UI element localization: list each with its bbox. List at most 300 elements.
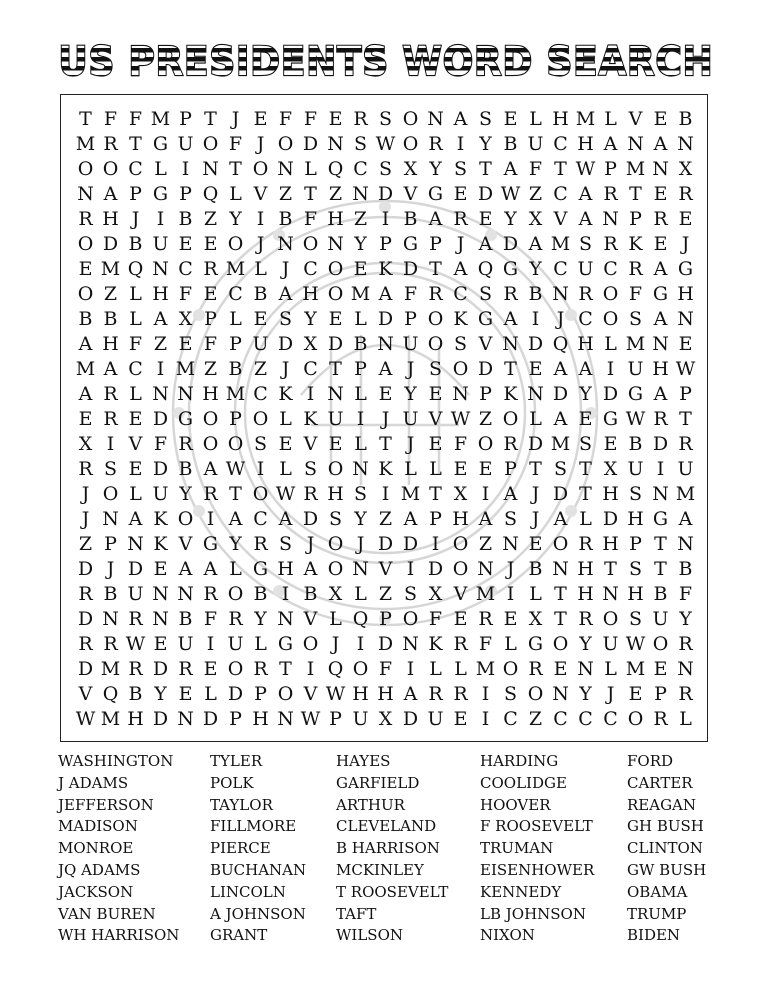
grid-letter[interactable]: V — [178, 533, 193, 555]
grid-letter[interactable]: B — [353, 333, 368, 355]
grid-letter[interactable]: R — [578, 608, 593, 630]
grid-letter[interactable]: S — [428, 358, 443, 380]
grid-letter[interactable]: V — [403, 183, 418, 205]
grid-letter[interactable]: M — [675, 483, 696, 505]
grid-letter[interactable]: R — [253, 533, 268, 555]
grid-letter[interactable]: M — [625, 158, 646, 180]
grid-letter[interactable]: I — [481, 483, 490, 505]
grid-letter[interactable]: X — [528, 208, 543, 230]
grid-letter[interactable]: U — [627, 458, 644, 480]
grid-letter[interactable]: I — [106, 433, 115, 455]
grid-letter[interactable]: S — [503, 683, 518, 705]
grid-letter[interactable]: L — [354, 583, 367, 605]
grid-letter[interactable]: T — [479, 158, 492, 180]
grid-letter[interactable]: B — [253, 283, 268, 305]
grid-letter[interactable]: D — [302, 133, 319, 155]
grid-letter[interactable]: H — [352, 683, 369, 705]
grid-letter[interactable]: Z — [378, 583, 393, 605]
grid-letter[interactable]: O — [302, 233, 319, 255]
grid-letter[interactable]: O — [77, 283, 94, 305]
grid-letter[interactable]: A — [478, 508, 493, 530]
grid-letter[interactable]: I — [256, 458, 265, 480]
grid-letter[interactable]: F — [203, 608, 218, 630]
grid-letter[interactable]: B — [178, 458, 193, 480]
grid-letter[interactable]: D — [302, 508, 319, 530]
grid-letter[interactable]: N — [177, 708, 194, 730]
grid-letter[interactable]: T — [554, 608, 567, 630]
grid-letter[interactable]: W — [300, 708, 321, 730]
grid-letter[interactable]: D — [602, 383, 619, 405]
grid-letter[interactable]: E — [78, 408, 93, 430]
grid-letter[interactable]: M — [550, 433, 571, 455]
grid-letter[interactable]: L — [229, 183, 242, 205]
grid-letter[interactable]: E — [253, 308, 268, 330]
grid-letter[interactable]: N — [277, 233, 294, 255]
grid-letter[interactable]: N — [552, 283, 569, 305]
grid-letter[interactable]: J — [556, 308, 565, 330]
grid-letter[interactable]: I — [406, 658, 415, 680]
grid-letter[interactable]: A — [278, 508, 293, 530]
grid-letter[interactable]: L — [354, 383, 367, 405]
grid-letter[interactable]: U — [652, 608, 669, 630]
grid-letter[interactable]: O — [602, 608, 619, 630]
grid-letter[interactable]: R — [503, 433, 518, 455]
grid-letter[interactable]: Y — [579, 633, 592, 655]
grid-letter[interactable]: L — [529, 108, 542, 130]
grid-letter[interactable]: E — [428, 433, 443, 455]
grid-letter[interactable]: W — [75, 708, 96, 730]
grid-letter[interactable]: U — [152, 483, 169, 505]
grid-letter[interactable]: G — [152, 133, 169, 155]
grid-letter[interactable]: N — [552, 558, 569, 580]
grid-letter[interactable]: U — [227, 633, 244, 655]
grid-letter[interactable]: J — [281, 258, 290, 280]
grid-letter[interactable]: I — [481, 708, 490, 730]
grid-letter[interactable]: E — [653, 183, 668, 205]
grid-letter[interactable]: O — [452, 533, 469, 555]
grid-letter[interactable]: U — [252, 333, 269, 355]
grid-letter[interactable]: Y — [229, 208, 242, 230]
grid-letter[interactable]: G — [652, 283, 669, 305]
grid-letter[interactable]: F — [128, 333, 143, 355]
grid-letter[interactable]: I — [381, 208, 390, 230]
grid-letter[interactable]: A — [303, 558, 318, 580]
grid-letter[interactable]: R — [603, 183, 618, 205]
grid-letter[interactable]: V — [303, 683, 318, 705]
grid-letter[interactable]: B — [128, 233, 143, 255]
grid-letter[interactable]: Z — [153, 333, 168, 355]
grid-letter[interactable]: D — [552, 483, 569, 505]
grid-letter[interactable]: A — [153, 308, 168, 330]
grid-letter[interactable]: W — [325, 683, 346, 705]
grid-letter[interactable]: E — [503, 108, 518, 130]
grid-letter[interactable]: D — [327, 333, 344, 355]
grid-letter[interactable]: A — [678, 508, 693, 530]
grid-letter[interactable]: P — [179, 183, 192, 205]
grid-letter[interactable]: F — [678, 583, 693, 605]
grid-letter[interactable]: Y — [354, 508, 367, 530]
grid-letter[interactable]: E — [578, 408, 593, 430]
grid-letter[interactable]: P — [429, 508, 442, 530]
grid-letter[interactable]: P — [229, 708, 242, 730]
grid-letter[interactable]: A — [578, 208, 593, 230]
grid-letter[interactable]: L — [129, 483, 142, 505]
grid-letter[interactable]: E — [628, 683, 643, 705]
grid-letter[interactable]: C — [603, 258, 618, 280]
grid-letter[interactable]: Q — [127, 258, 144, 280]
grid-letter[interactable]: Y — [504, 208, 517, 230]
grid-letter[interactable]: G — [427, 183, 444, 205]
grid-letter[interactable]: J — [81, 508, 90, 530]
grid-letter[interactable]: J — [106, 558, 115, 580]
grid-letter[interactable]: S — [328, 508, 343, 530]
grid-letter[interactable]: U — [527, 133, 544, 155]
grid-letter[interactable]: U — [577, 258, 594, 280]
grid-letter[interactable]: W — [450, 408, 471, 430]
grid-letter[interactable]: P — [104, 533, 117, 555]
grid-letter[interactable]: U — [677, 458, 694, 480]
grid-letter[interactable]: A — [503, 158, 518, 180]
grid-letter[interactable]: D — [402, 708, 419, 730]
grid-letter[interactable]: P — [504, 458, 517, 480]
grid-letter[interactable]: Y — [229, 533, 242, 555]
grid-letter[interactable]: L — [529, 408, 542, 430]
grid-letter[interactable]: N — [352, 183, 369, 205]
grid-letter[interactable]: X — [453, 483, 468, 505]
grid-letter[interactable]: V — [378, 558, 393, 580]
grid-letter[interactable]: N — [652, 483, 669, 505]
grid-letter[interactable]: L — [604, 658, 617, 680]
grid-letter[interactable]: O — [277, 133, 294, 155]
grid-letter[interactable]: I — [606, 358, 615, 380]
grid-letter[interactable]: G — [602, 408, 619, 430]
grid-letter[interactable]: V — [478, 333, 493, 355]
grid-letter[interactable]: L — [279, 458, 292, 480]
grid-letter[interactable]: B — [103, 583, 118, 605]
grid-letter[interactable]: V — [303, 608, 318, 630]
grid-letter[interactable]: O — [502, 408, 519, 430]
grid-letter[interactable]: R — [228, 608, 243, 630]
grid-letter[interactable]: H — [577, 133, 594, 155]
grid-letter[interactable]: V — [128, 433, 143, 455]
grid-letter[interactable]: F — [203, 333, 218, 355]
grid-letter[interactable]: R — [678, 183, 693, 205]
grid-letter[interactable]: Q — [102, 683, 119, 705]
grid-letter[interactable]: P — [354, 358, 367, 380]
grid-letter[interactable]: B — [528, 283, 543, 305]
grid-letter[interactable]: R — [578, 283, 593, 305]
grid-letter[interactable]: R — [78, 583, 93, 605]
grid-letter[interactable]: T — [654, 558, 667, 580]
grid-letter[interactable]: A — [103, 358, 118, 380]
grid-letter[interactable]: Y — [679, 608, 692, 630]
grid-letter[interactable]: N — [452, 383, 469, 405]
grid-letter[interactable]: Z — [378, 508, 393, 530]
grid-letter[interactable]: D — [552, 383, 569, 405]
grid-letter[interactable]: D — [152, 658, 169, 680]
grid-letter[interactable]: L — [604, 333, 617, 355]
grid-letter[interactable]: C — [228, 283, 243, 305]
grid-letter[interactable]: L — [229, 308, 242, 330]
grid-letter[interactable]: R — [78, 633, 93, 655]
grid-letter[interactable]: Y — [179, 483, 192, 505]
grid-letter[interactable]: M — [150, 108, 171, 130]
grid-letter[interactable]: Z — [253, 358, 268, 380]
grid-letter[interactable]: I — [656, 458, 665, 480]
grid-letter[interactable]: K — [378, 458, 393, 480]
grid-letter[interactable]: O — [327, 558, 344, 580]
grid-letter[interactable]: O — [302, 633, 319, 655]
grid-letter[interactable]: A — [528, 233, 543, 255]
grid-letter[interactable]: K — [303, 408, 318, 430]
grid-letter[interactable]: B — [403, 208, 418, 230]
grid-letter[interactable]: M — [400, 483, 421, 505]
grid-letter[interactable]: R — [528, 658, 543, 680]
grid-letter[interactable]: P — [379, 608, 392, 630]
grid-letter[interactable]: Z — [528, 708, 543, 730]
grid-letter[interactable]: A — [453, 108, 468, 130]
grid-letter[interactable]: E — [653, 658, 668, 680]
grid-letter[interactable]: S — [278, 308, 293, 330]
grid-letter[interactable]: L — [304, 158, 317, 180]
grid-letter[interactable]: M — [475, 583, 496, 605]
grid-letter[interactable]: O — [352, 658, 369, 680]
grid-letter[interactable]: N — [502, 533, 519, 555]
grid-letter[interactable]: P — [429, 233, 442, 255]
grid-letter[interactable]: T — [229, 483, 242, 505]
grid-letter[interactable]: S — [103, 458, 118, 480]
grid-letter[interactable]: H — [602, 533, 619, 555]
grid-letter[interactable]: D — [402, 258, 419, 280]
grid-letter[interactable]: H — [377, 683, 394, 705]
grid-letter[interactable]: A — [653, 133, 668, 155]
grid-letter[interactable]: O — [77, 158, 94, 180]
grid-letter[interactable]: J — [231, 108, 240, 130]
grid-letter[interactable]: N — [277, 608, 294, 630]
grid-letter[interactable]: T — [79, 108, 92, 130]
grid-letter[interactable]: S — [503, 508, 518, 530]
grid-letter[interactable]: Y — [254, 608, 267, 630]
grid-letter[interactable]: F — [153, 433, 168, 455]
grid-letter[interactable]: C — [553, 183, 568, 205]
grid-letter[interactable]: J — [81, 483, 90, 505]
grid-letter[interactable]: Z — [353, 208, 368, 230]
grid-letter[interactable]: Q — [552, 333, 569, 355]
grid-letter[interactable]: V — [78, 683, 93, 705]
grid-letter[interactable]: M — [475, 658, 496, 680]
grid-letter[interactable]: O — [77, 233, 94, 255]
grid-letter[interactable]: E — [328, 433, 343, 455]
grid-letter[interactable]: K — [453, 308, 468, 330]
grid-letter[interactable]: Y — [404, 383, 417, 405]
grid-letter[interactable]: A — [553, 508, 568, 530]
grid-letter[interactable]: N — [277, 158, 294, 180]
grid-letter[interactable]: E — [553, 658, 568, 680]
grid-letter[interactable]: I — [456, 133, 465, 155]
grid-letter[interactable]: X — [403, 158, 418, 180]
grid-letter[interactable]: O — [102, 483, 119, 505]
grid-letter[interactable]: O — [327, 533, 344, 555]
grid-letter[interactable]: M — [225, 383, 246, 405]
grid-letter[interactable]: R — [478, 608, 493, 630]
grid-letter[interactable]: U — [177, 633, 194, 655]
grid-letter[interactable]: F — [628, 283, 643, 305]
grid-letter[interactable]: B — [128, 683, 143, 705]
grid-letter[interactable]: B — [678, 558, 693, 580]
grid-letter[interactable]: S — [403, 583, 418, 605]
grid-letter[interactable]: A — [503, 308, 518, 330]
grid-letter[interactable]: U — [402, 333, 419, 355]
grid-letter[interactable]: D — [77, 558, 94, 580]
grid-letter[interactable]: H — [327, 483, 344, 505]
grid-letter[interactable]: N — [502, 333, 519, 355]
grid-letter[interactable]: R — [303, 483, 318, 505]
grid-letter[interactable]: C — [578, 308, 593, 330]
grid-letter[interactable]: U — [127, 583, 144, 605]
grid-letter[interactable]: D — [377, 308, 394, 330]
grid-letter[interactable]: S — [378, 108, 393, 130]
grid-letter[interactable]: F — [478, 633, 493, 655]
grid-letter[interactable]: D — [202, 708, 219, 730]
grid-letter[interactable]: A — [653, 383, 668, 405]
grid-letter[interactable]: M — [175, 358, 196, 380]
grid-letter[interactable]: M — [100, 658, 121, 680]
grid-letter[interactable]: R — [453, 208, 468, 230]
grid-letter[interactable]: R — [453, 633, 468, 655]
grid-letter[interactable]: R — [128, 608, 143, 630]
grid-letter[interactable]: R — [578, 533, 593, 555]
grid-letter[interactable]: O — [602, 283, 619, 305]
grid-letter[interactable]: H — [252, 708, 269, 730]
grid-letter[interactable]: E — [478, 458, 493, 480]
grid-letter[interactable]: Z — [103, 283, 118, 305]
grid-letter[interactable]: P — [654, 683, 667, 705]
grid-letter[interactable]: T — [654, 533, 667, 555]
grid-letter[interactable]: M — [100, 258, 121, 280]
grid-letter[interactable]: E — [178, 683, 193, 705]
grid-letter[interactable]: J — [256, 233, 265, 255]
grid-letter[interactable]: J — [381, 408, 390, 430]
grid-letter[interactable]: A — [603, 133, 618, 155]
grid-letter[interactable]: A — [203, 558, 218, 580]
grid-letter[interactable]: L — [129, 283, 142, 305]
grid-letter[interactable]: J — [331, 633, 340, 655]
grid-letter[interactable]: G — [177, 408, 194, 430]
grid-letter[interactable]: X — [678, 158, 693, 180]
grid-letter[interactable]: S — [378, 158, 393, 180]
grid-letter[interactable]: B — [178, 208, 193, 230]
grid-letter[interactable]: S — [453, 158, 468, 180]
grid-letter[interactable]: I — [506, 583, 515, 605]
grid-letter[interactable]: A — [128, 508, 143, 530]
grid-letter[interactable]: O — [252, 158, 269, 180]
grid-letter[interactable]: N — [152, 583, 169, 605]
grid-letter[interactable]: U — [427, 708, 444, 730]
grid-letter[interactable]: D — [152, 458, 169, 480]
grid-letter[interactable]: A — [653, 308, 668, 330]
grid-letter[interactable]: V — [253, 183, 268, 205]
grid-letter[interactable]: P — [229, 408, 242, 430]
grid-letter[interactable]: H — [452, 508, 469, 530]
grid-letter[interactable]: O — [552, 533, 569, 555]
grid-letter[interactable]: R — [428, 283, 443, 305]
grid-letter[interactable]: C — [303, 358, 318, 380]
grid-letter[interactable]: N — [677, 308, 694, 330]
grid-letter[interactable]: E — [253, 108, 268, 130]
grid-letter[interactable]: T — [554, 583, 567, 605]
grid-letter[interactable]: R — [203, 258, 218, 280]
grid-letter[interactable]: E — [153, 633, 168, 655]
grid-letter[interactable]: E — [203, 233, 218, 255]
grid-letter[interactable]: J — [131, 208, 140, 230]
grid-letter[interactable]: A — [203, 458, 218, 480]
grid-letter[interactable]: R — [603, 233, 618, 255]
grid-letter[interactable]: H — [127, 708, 144, 730]
grid-letter[interactable]: M — [100, 708, 121, 730]
grid-letter[interactable]: N — [677, 658, 694, 680]
grid-letter[interactable]: F — [103, 108, 118, 130]
grid-letter[interactable]: O — [602, 308, 619, 330]
grid-letter[interactable]: N — [627, 133, 644, 155]
grid-letter[interactable]: W — [225, 458, 246, 480]
grid-letter[interactable]: J — [256, 133, 265, 155]
grid-letter[interactable]: N — [652, 158, 669, 180]
grid-letter[interactable]: L — [279, 408, 292, 430]
grid-letter[interactable]: L — [454, 658, 467, 680]
grid-letter[interactable]: E — [503, 608, 518, 630]
grid-letter[interactable]: R — [103, 383, 118, 405]
grid-letter[interactable]: W — [125, 633, 146, 655]
grid-letter[interactable]: A — [178, 558, 193, 580]
grid-letter[interactable]: A — [78, 333, 93, 355]
grid-letter[interactable]: B — [628, 433, 643, 455]
grid-letter[interactable]: U — [152, 233, 169, 255]
grid-letter[interactable]: L — [679, 708, 692, 730]
grid-letter[interactable]: J — [456, 233, 465, 255]
grid-letter[interactable]: R — [628, 258, 643, 280]
grid-letter[interactable]: F — [303, 108, 318, 130]
grid-letter[interactable]: M — [550, 233, 571, 255]
grid-letter[interactable]: V — [628, 108, 643, 130]
grid-letter[interactable]: O — [252, 408, 269, 430]
grid-letter[interactable]: I — [206, 633, 215, 655]
grid-letter[interactable]: O — [202, 408, 219, 430]
grid-letter[interactable]: D — [527, 433, 544, 455]
grid-letter[interactable]: N — [152, 383, 169, 405]
grid-letter[interactable]: M — [350, 283, 371, 305]
grid-letter[interactable]: P — [629, 533, 642, 555]
grid-letter[interactable]: I — [206, 508, 215, 530]
grid-letter[interactable]: R — [103, 133, 118, 155]
grid-letter[interactable]: T — [679, 408, 692, 430]
grid-letter[interactable]: Q — [327, 158, 344, 180]
grid-letter[interactable]: I — [356, 408, 365, 430]
grid-letter[interactable]: N — [527, 383, 544, 405]
grid-letter[interactable]: N — [202, 158, 219, 180]
grid-letter[interactable]: U — [627, 358, 644, 380]
grid-letter[interactable]: T — [629, 183, 642, 205]
grid-letter[interactable]: Y — [479, 133, 492, 155]
grid-letter[interactable]: D — [527, 333, 544, 355]
grid-letter[interactable]: J — [356, 533, 365, 555]
grid-letter[interactable]: L — [229, 558, 242, 580]
grid-letter[interactable]: Z — [328, 183, 343, 205]
grid-letter[interactable]: Y — [529, 258, 542, 280]
grid-letter[interactable]: N — [552, 683, 569, 705]
grid-letter[interactable]: I — [381, 483, 390, 505]
grid-letter[interactable]: A — [103, 183, 118, 205]
grid-letter[interactable]: R — [178, 433, 193, 455]
